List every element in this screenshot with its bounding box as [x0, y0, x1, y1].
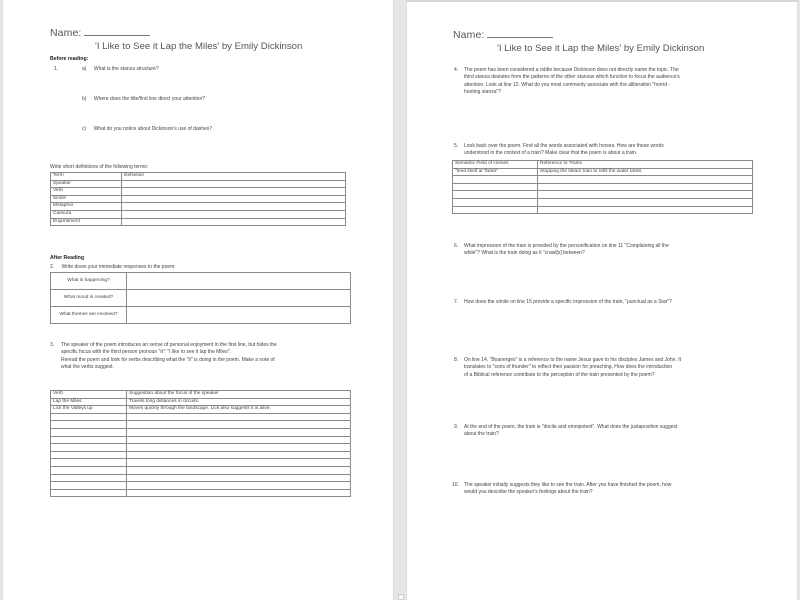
header-cell: Suggestion about the focus of the speaker	[127, 391, 351, 399]
table-row	[51, 203, 346, 211]
table-row	[51, 307, 351, 324]
table-row	[453, 206, 753, 214]
table-header-row	[51, 173, 346, 181]
term-cell: Metaphor	[51, 203, 122, 211]
suggestion-cell[interactable]	[127, 459, 351, 467]
question-line: At the end of the poem, the train is "docile and omnipotent". What does the juxtaposition suggest	[464, 424, 678, 430]
term-cell: Verb	[51, 188, 122, 196]
definition-cell[interactable]	[122, 210, 346, 218]
horse-table	[452, 160, 753, 214]
question-6	[454, 243, 764, 258]
table-row	[51, 290, 351, 307]
prompt-cell: What themes are involved?	[51, 307, 127, 324]
verb-cell: Lick the Valleys up	[51, 406, 127, 414]
table-row	[51, 218, 346, 226]
suggestion-cell[interactable]	[127, 489, 351, 497]
definition-cell[interactable]	[122, 188, 346, 196]
suggestion-cell[interactable]	[127, 482, 351, 490]
suggestion-cell: Moves quickly through the landscape. Lick also suggests it is alive.	[127, 406, 351, 414]
suggestion-cell: Travels long distances in circuits.	[127, 398, 351, 406]
horse-cell[interactable]	[453, 198, 538, 206]
question-text: Write down your immediate responses to the poem:	[61, 264, 176, 270]
verb-cell[interactable]	[51, 489, 127, 497]
responses-table	[50, 272, 351, 324]
prompt-cell: What is happening?	[51, 273, 127, 290]
term-cell: Simile	[51, 195, 122, 203]
part-letter: b)	[82, 96, 87, 102]
table-row	[51, 188, 346, 196]
question-number: 9.	[454, 424, 459, 430]
table-row	[51, 195, 346, 203]
suggestion-cell[interactable]	[127, 413, 351, 421]
part-letter: a)	[82, 66, 87, 72]
question-1a	[82, 66, 159, 73]
table-header-row	[51, 391, 351, 399]
part-letter: c)	[82, 126, 87, 132]
table-row	[51, 466, 351, 474]
table-row	[51, 406, 351, 414]
question-line: understood in the context of a train? Make clear that the poem is about a train.	[464, 150, 638, 157]
question-9	[454, 424, 764, 439]
table-row	[453, 183, 753, 191]
suggestion-cell[interactable]	[127, 444, 351, 452]
response-cell[interactable]	[127, 307, 351, 324]
definitions-instruction: Write short definitions of the following terms:	[50, 164, 149, 170]
verb-cell[interactable]	[51, 428, 127, 436]
horse-cell[interactable]	[453, 183, 538, 191]
verb-cell[interactable]	[51, 482, 127, 490]
term-cell: Enjambment	[51, 218, 122, 226]
question-line: Look back over the poem. Find all the words associated with horses. How are these words	[464, 143, 664, 149]
verb-cell[interactable]	[51, 459, 127, 467]
table-row	[51, 398, 351, 406]
table-row	[453, 191, 753, 199]
suggestion-cell[interactable]	[127, 421, 351, 429]
name-label: Name:	[50, 27, 82, 39]
definition-cell[interactable]	[122, 218, 346, 226]
table-row	[51, 444, 351, 452]
question-line: Reread the poem and look for verbs describing what the "it" is doing in the poem. Make a note of	[61, 356, 275, 363]
question-number: 7.	[454, 299, 459, 305]
name-field	[453, 29, 553, 41]
train-cell[interactable]	[538, 183, 753, 191]
verb-cell[interactable]	[51, 444, 127, 452]
question-number: 10.	[452, 482, 459, 488]
table-row	[453, 198, 753, 206]
before-reading-heading: Before reading:	[50, 56, 89, 62]
table-row	[51, 474, 351, 482]
table-row	[51, 482, 351, 490]
name-blank-line[interactable]	[84, 27, 150, 36]
verb-cell: Lap the Miles	[51, 398, 127, 406]
question-1-number: 1.	[54, 66, 59, 72]
name-field	[50, 27, 150, 39]
question-line: How does the simile on line 15 provide a specific impression of the train, "punctual as a Star"?	[464, 299, 672, 305]
after-reading-heading: After Reading	[50, 255, 85, 261]
horse-cell: "feed itself at Tanks"	[453, 168, 538, 176]
train-cell[interactable]	[538, 206, 753, 214]
train-cell: Stopping the steam train to refill the water tanks.	[538, 168, 753, 176]
part-text: Where does the title/first line direct your attention?	[93, 96, 206, 102]
verb-cell[interactable]	[51, 466, 127, 474]
question-7	[454, 299, 764, 306]
horse-cell[interactable]	[453, 176, 538, 184]
part-text: What is the stanza structure?	[93, 66, 159, 72]
verb-table	[50, 390, 351, 497]
name-label: Name:	[453, 29, 485, 41]
verb-cell[interactable]	[51, 436, 127, 444]
table-row	[51, 180, 346, 188]
question-number: 2.	[50, 264, 55, 270]
question-number: 6.	[454, 243, 459, 249]
header-cell: Reference to Trains	[538, 161, 753, 169]
train-cell[interactable]	[538, 176, 753, 184]
question-line: The poem has been considered a riddle because Dickinson does not directly name the topic. The	[464, 67, 679, 73]
train-cell[interactable]	[538, 198, 753, 206]
question-line: The speaker of the poem introduces an sense of personal enjoyment in the first line, but hides the	[61, 342, 277, 348]
table-row	[51, 413, 351, 421]
question-5	[454, 143, 764, 158]
worksheet-page-2	[406, 0, 798, 600]
question-number: 4.	[454, 67, 459, 73]
verb-cell[interactable]	[51, 474, 127, 482]
question-3	[50, 342, 360, 372]
table-row	[51, 210, 346, 218]
question-2	[50, 264, 176, 271]
table-row	[51, 273, 351, 290]
suggestion-cell[interactable]	[127, 451, 351, 459]
question-line: while"? What is the train doing as it "crawl[s] between?	[464, 250, 585, 257]
question-line: third stanza deviates from the patterns of the other stanzas which function to focus the audience's	[464, 74, 680, 81]
question-line: of a Biblical reference contribute to the perception of the train presented by the poem?	[464, 371, 655, 378]
term-cell: Speaker	[51, 180, 122, 188]
question-line: The speaker initially suggests they like to see the train. After you have finished the poem, how	[464, 482, 672, 488]
table-header-row	[453, 161, 753, 169]
table-row	[51, 459, 351, 467]
header-cell: Term	[51, 173, 122, 181]
response-cell[interactable]	[127, 273, 351, 290]
table-row	[51, 489, 351, 497]
suggestion-cell[interactable]	[127, 436, 351, 444]
prompt-cell: What mood is created?	[51, 290, 127, 307]
suggestion-cell[interactable]	[127, 428, 351, 436]
question-line: about the train?	[464, 431, 499, 438]
question-line: translates to "sons of thunder" to reflect their passion for preaching. How does the introduction	[464, 364, 673, 371]
table-row	[453, 176, 753, 184]
question-4	[454, 67, 764, 97]
header-cell: Definition	[122, 173, 346, 181]
question-line: what the verbs suggest.	[61, 364, 114, 371]
suggestion-cell[interactable]	[127, 466, 351, 474]
question-number: 3.	[50, 342, 55, 348]
page-title: 'I Like to See it Lap the Miles' by Emily Dickinson	[95, 41, 303, 52]
suggestion-cell[interactable]	[127, 474, 351, 482]
table-row	[51, 436, 351, 444]
worksheet-page-1	[2, 0, 394, 600]
response-cell[interactable]	[127, 290, 351, 307]
page-title: 'I Like to See it Lap the Miles' by Emily Dickinson	[497, 43, 705, 54]
definition-cell[interactable]	[122, 203, 346, 211]
horse-cell[interactable]	[453, 191, 538, 199]
part-text: What do you notice about Dickinson's use of dashes?	[93, 126, 213, 132]
question-line: On line 14, "Boanerges" is a reference to the name Jesus gave to his disciples James and John. It	[464, 357, 682, 363]
question-1c	[82, 126, 212, 133]
table-row	[453, 168, 753, 176]
verb-cell[interactable]	[51, 413, 127, 421]
question-1b	[82, 96, 205, 103]
verb-cell[interactable]	[51, 421, 127, 429]
definition-cell[interactable]	[122, 195, 346, 203]
table-row	[51, 428, 351, 436]
question-10	[452, 482, 764, 497]
question-line: hooting stanza"?	[464, 89, 502, 96]
table-row	[51, 451, 351, 459]
name-blank-line[interactable]	[487, 29, 553, 38]
term-cell: Caesura	[51, 210, 122, 218]
table-row	[51, 421, 351, 429]
definition-cell[interactable]	[122, 180, 346, 188]
horse-cell[interactable]	[453, 206, 538, 214]
header-cell: Semantic Field of Horses	[453, 161, 538, 169]
question-line: specific focus with the third person pronoun "it": "I like to see it lap the Miles".	[61, 349, 231, 356]
page-gap-marker	[398, 594, 404, 600]
question-line: would you describe the speaker's feelings about the train?	[464, 489, 593, 496]
definitions-table	[50, 172, 346, 226]
header-cell: Verb	[51, 391, 127, 399]
question-8	[454, 357, 764, 379]
verb-cell[interactable]	[51, 451, 127, 459]
question-number: 5.	[454, 143, 459, 149]
question-number: 8.	[454, 357, 459, 363]
question-line: attention. Look at line 12. What do you most commonly associate with the alliteration "horrid -	[464, 81, 671, 88]
train-cell[interactable]	[538, 191, 753, 199]
question-line: What impression of the train is provided by the personification on line 11 "Complaining all the	[464, 243, 669, 249]
